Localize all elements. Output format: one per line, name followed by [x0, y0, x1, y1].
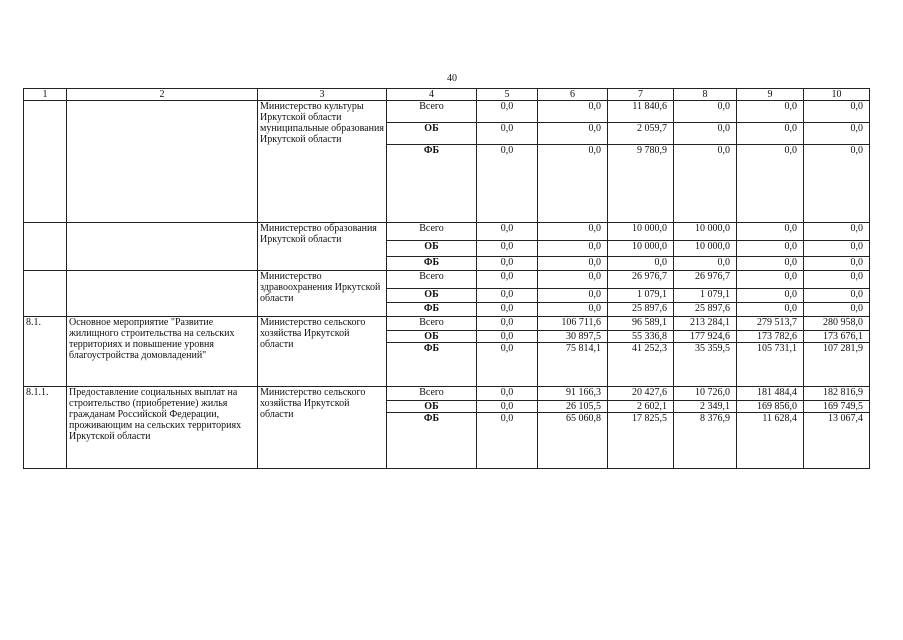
funding-source-cell: ФБ [387, 303, 477, 317]
amount-cell-8: 26 976,7 [674, 271, 737, 289]
amount-cell-5: 0,0 [477, 387, 538, 401]
amount-cell-8: 25 897,6 [674, 303, 737, 317]
amount-cell-9: 169 856,0 [737, 401, 804, 413]
row-name-cell [67, 101, 258, 223]
amount-cell-5: 0,0 [477, 317, 538, 331]
table-row [24, 101, 870, 123]
row-code-cell: 8.1. [24, 317, 67, 387]
amount-cell-5: 0,0 [477, 413, 538, 469]
page-number: 40 [447, 73, 457, 84]
amount-cell-5: 0,0 [477, 257, 538, 271]
amount-cell-6: 0,0 [538, 257, 608, 271]
funding-source-cell: Всего [387, 317, 477, 331]
amount-cell-10: 0,0 [804, 289, 870, 303]
amount-cell-7: 17 825,5 [608, 413, 674, 469]
amount-cell-5: 0,0 [477, 123, 538, 145]
amount-cell-9: 181 484,4 [737, 387, 804, 401]
row-executor-cell: Министерство сельского хозяйства Иркутской области [258, 317, 387, 387]
amount-cell-8: 0,0 [674, 123, 737, 145]
header-cell: 7 [608, 89, 674, 101]
amount-cell-10: 0,0 [804, 241, 870, 257]
amount-cell-9: 0,0 [737, 241, 804, 257]
amount-cell-7: 2 059,7 [608, 123, 674, 145]
amount-cell-5: 0,0 [477, 101, 538, 123]
amount-cell-5: 0,0 [477, 343, 538, 387]
amount-cell-7: 26 976,7 [608, 271, 674, 289]
amount-cell-10: 169 749,5 [804, 401, 870, 413]
amount-cell-6: 0,0 [538, 223, 608, 241]
amount-cell-10: 0,0 [804, 257, 870, 271]
amount-cell-8: 213 284,1 [674, 317, 737, 331]
funding-source-cell: ОБ [387, 289, 477, 303]
column-number-header-row [24, 89, 870, 101]
amount-cell-10: 107 281,9 [804, 343, 870, 387]
row-name-cell: Предоставление социальных выплат на строительство (приобретение) жилья гражданам Российской Федерации, проживающим на сельских территориях Иркутской области [67, 387, 258, 469]
amount-cell-10: 0,0 [804, 123, 870, 145]
header-cell: 5 [477, 89, 538, 101]
amount-cell-10: 0,0 [804, 271, 870, 289]
amount-cell-9: 0,0 [737, 223, 804, 241]
amount-cell-9: 0,0 [737, 271, 804, 289]
header-cell: 3 [258, 89, 387, 101]
amount-cell-7: 96 589,1 [608, 317, 674, 331]
amount-cell-6: 0,0 [538, 271, 608, 289]
amount-cell-7: 25 897,6 [608, 303, 674, 317]
amount-cell-10: 0,0 [804, 303, 870, 317]
header-cell: 2 [67, 89, 258, 101]
amount-cell-8: 0,0 [674, 257, 737, 271]
header-cell: 6 [538, 89, 608, 101]
amount-cell-7: 20 427,6 [608, 387, 674, 401]
amount-cell-6: 91 166,3 [538, 387, 608, 401]
amount-cell-9: 11 628,4 [737, 413, 804, 469]
funding-source-cell: Всего [387, 101, 477, 123]
table-row [24, 387, 870, 401]
amount-cell-5: 0,0 [477, 223, 538, 241]
amount-cell-8: 2 349,1 [674, 401, 737, 413]
amount-cell-7: 9 780,9 [608, 145, 674, 223]
row-name-cell [67, 271, 258, 317]
amount-cell-6: 26 105,5 [538, 401, 608, 413]
header-cell: 4 [387, 89, 477, 101]
amount-cell-10: 0,0 [804, 145, 870, 223]
amount-cell-5: 0,0 [477, 289, 538, 303]
amount-cell-9: 0,0 [737, 101, 804, 123]
header-cell: 10 [804, 89, 870, 101]
amount-cell-7: 10 000,0 [608, 241, 674, 257]
table-row [24, 223, 870, 241]
amount-cell-8: 1 079,1 [674, 289, 737, 303]
funding-source-cell: ОБ [387, 123, 477, 145]
row-executor-cell: Министерство здравоохранения Иркутской области [258, 271, 387, 317]
amount-cell-10: 0,0 [804, 223, 870, 241]
amount-cell-6: 0,0 [538, 241, 608, 257]
amount-cell-7: 2 602,1 [608, 401, 674, 413]
amount-cell-9: 105 731,1 [737, 343, 804, 387]
amount-cell-8: 10 000,0 [674, 241, 737, 257]
amount-cell-9: 0,0 [737, 289, 804, 303]
amount-cell-6: 106 711,6 [538, 317, 608, 331]
row-code-cell [24, 223, 67, 271]
amount-cell-7: 55 336,8 [608, 331, 674, 343]
funding-source-cell: ФБ [387, 343, 477, 387]
row-name-cell [67, 223, 258, 271]
amount-cell-10: 182 816,9 [804, 387, 870, 401]
row-executor-cell: Министерство сельского хозяйства Иркутской области [258, 387, 387, 469]
amount-cell-8: 0,0 [674, 145, 737, 223]
amount-cell-9: 0,0 [737, 145, 804, 223]
funding-source-cell: ОБ [387, 331, 477, 343]
amount-cell-5: 0,0 [477, 331, 538, 343]
amount-cell-10: 0,0 [804, 101, 870, 123]
amount-cell-5: 0,0 [477, 241, 538, 257]
row-code-cell [24, 271, 67, 317]
amount-cell-6: 30 897,5 [538, 331, 608, 343]
funding-source-cell: ФБ [387, 413, 477, 469]
amount-cell-10: 13 067,4 [804, 413, 870, 469]
amount-cell-6: 0,0 [538, 101, 608, 123]
program-table-container [23, 88, 870, 469]
funding-source-cell: ОБ [387, 241, 477, 257]
row-executor-cell: Министерство образования Иркутской области [258, 223, 387, 271]
amount-cell-5: 0,0 [477, 303, 538, 317]
row-executor-cell: Министерство культуры Иркутской области муниципальные образования Иркутской области [258, 101, 387, 223]
amount-cell-6: 0,0 [538, 145, 608, 223]
amount-cell-7: 11 840,6 [608, 101, 674, 123]
amount-cell-5: 0,0 [477, 145, 538, 223]
amount-cell-7: 41 252,3 [608, 343, 674, 387]
funding-source-cell: Всего [387, 271, 477, 289]
amount-cell-9: 0,0 [737, 123, 804, 145]
amount-cell-6: 0,0 [538, 303, 608, 317]
amount-cell-7: 0,0 [608, 257, 674, 271]
amount-cell-9: 0,0 [737, 303, 804, 317]
amount-cell-8: 10 726,0 [674, 387, 737, 401]
amount-cell-6: 0,0 [538, 123, 608, 145]
amount-cell-7: 1 079,1 [608, 289, 674, 303]
header-cell: 9 [737, 89, 804, 101]
amount-cell-10: 173 676,1 [804, 331, 870, 343]
funding-source-cell: Всего [387, 223, 477, 241]
funding-source-cell: ФБ [387, 257, 477, 271]
amount-cell-5: 0,0 [477, 271, 538, 289]
program-funding-table [23, 88, 870, 469]
amount-cell-8: 10 000,0 [674, 223, 737, 241]
amount-cell-9: 0,0 [737, 257, 804, 271]
amount-cell-8: 177 924,6 [674, 331, 737, 343]
amount-cell-6: 65 060,8 [538, 413, 608, 469]
amount-cell-9: 279 513,7 [737, 317, 804, 331]
row-code-cell [24, 101, 67, 223]
row-name-cell: Основное мероприятие "Развитие жилищного строительства на сельских территориях и повышение уровня благоустройства домовладений" [67, 317, 258, 387]
amount-cell-6: 75 814,1 [538, 343, 608, 387]
header-cell: 1 [24, 89, 67, 101]
funding-source-cell: ФБ [387, 145, 477, 223]
amount-cell-8: 8 376,9 [674, 413, 737, 469]
amount-cell-8: 35 359,5 [674, 343, 737, 387]
amount-cell-7: 10 000,0 [608, 223, 674, 241]
amount-cell-9: 173 782,6 [737, 331, 804, 343]
row-code-cell: 8.1.1. [24, 387, 67, 469]
amount-cell-8: 0,0 [674, 101, 737, 123]
funding-source-cell: Всего [387, 387, 477, 401]
funding-source-cell: ОБ [387, 401, 477, 413]
table-row [24, 317, 870, 331]
header-cell: 8 [674, 89, 737, 101]
table-row [24, 271, 870, 289]
amount-cell-6: 0,0 [538, 289, 608, 303]
amount-cell-10: 280 958,0 [804, 317, 870, 331]
amount-cell-5: 0,0 [477, 401, 538, 413]
